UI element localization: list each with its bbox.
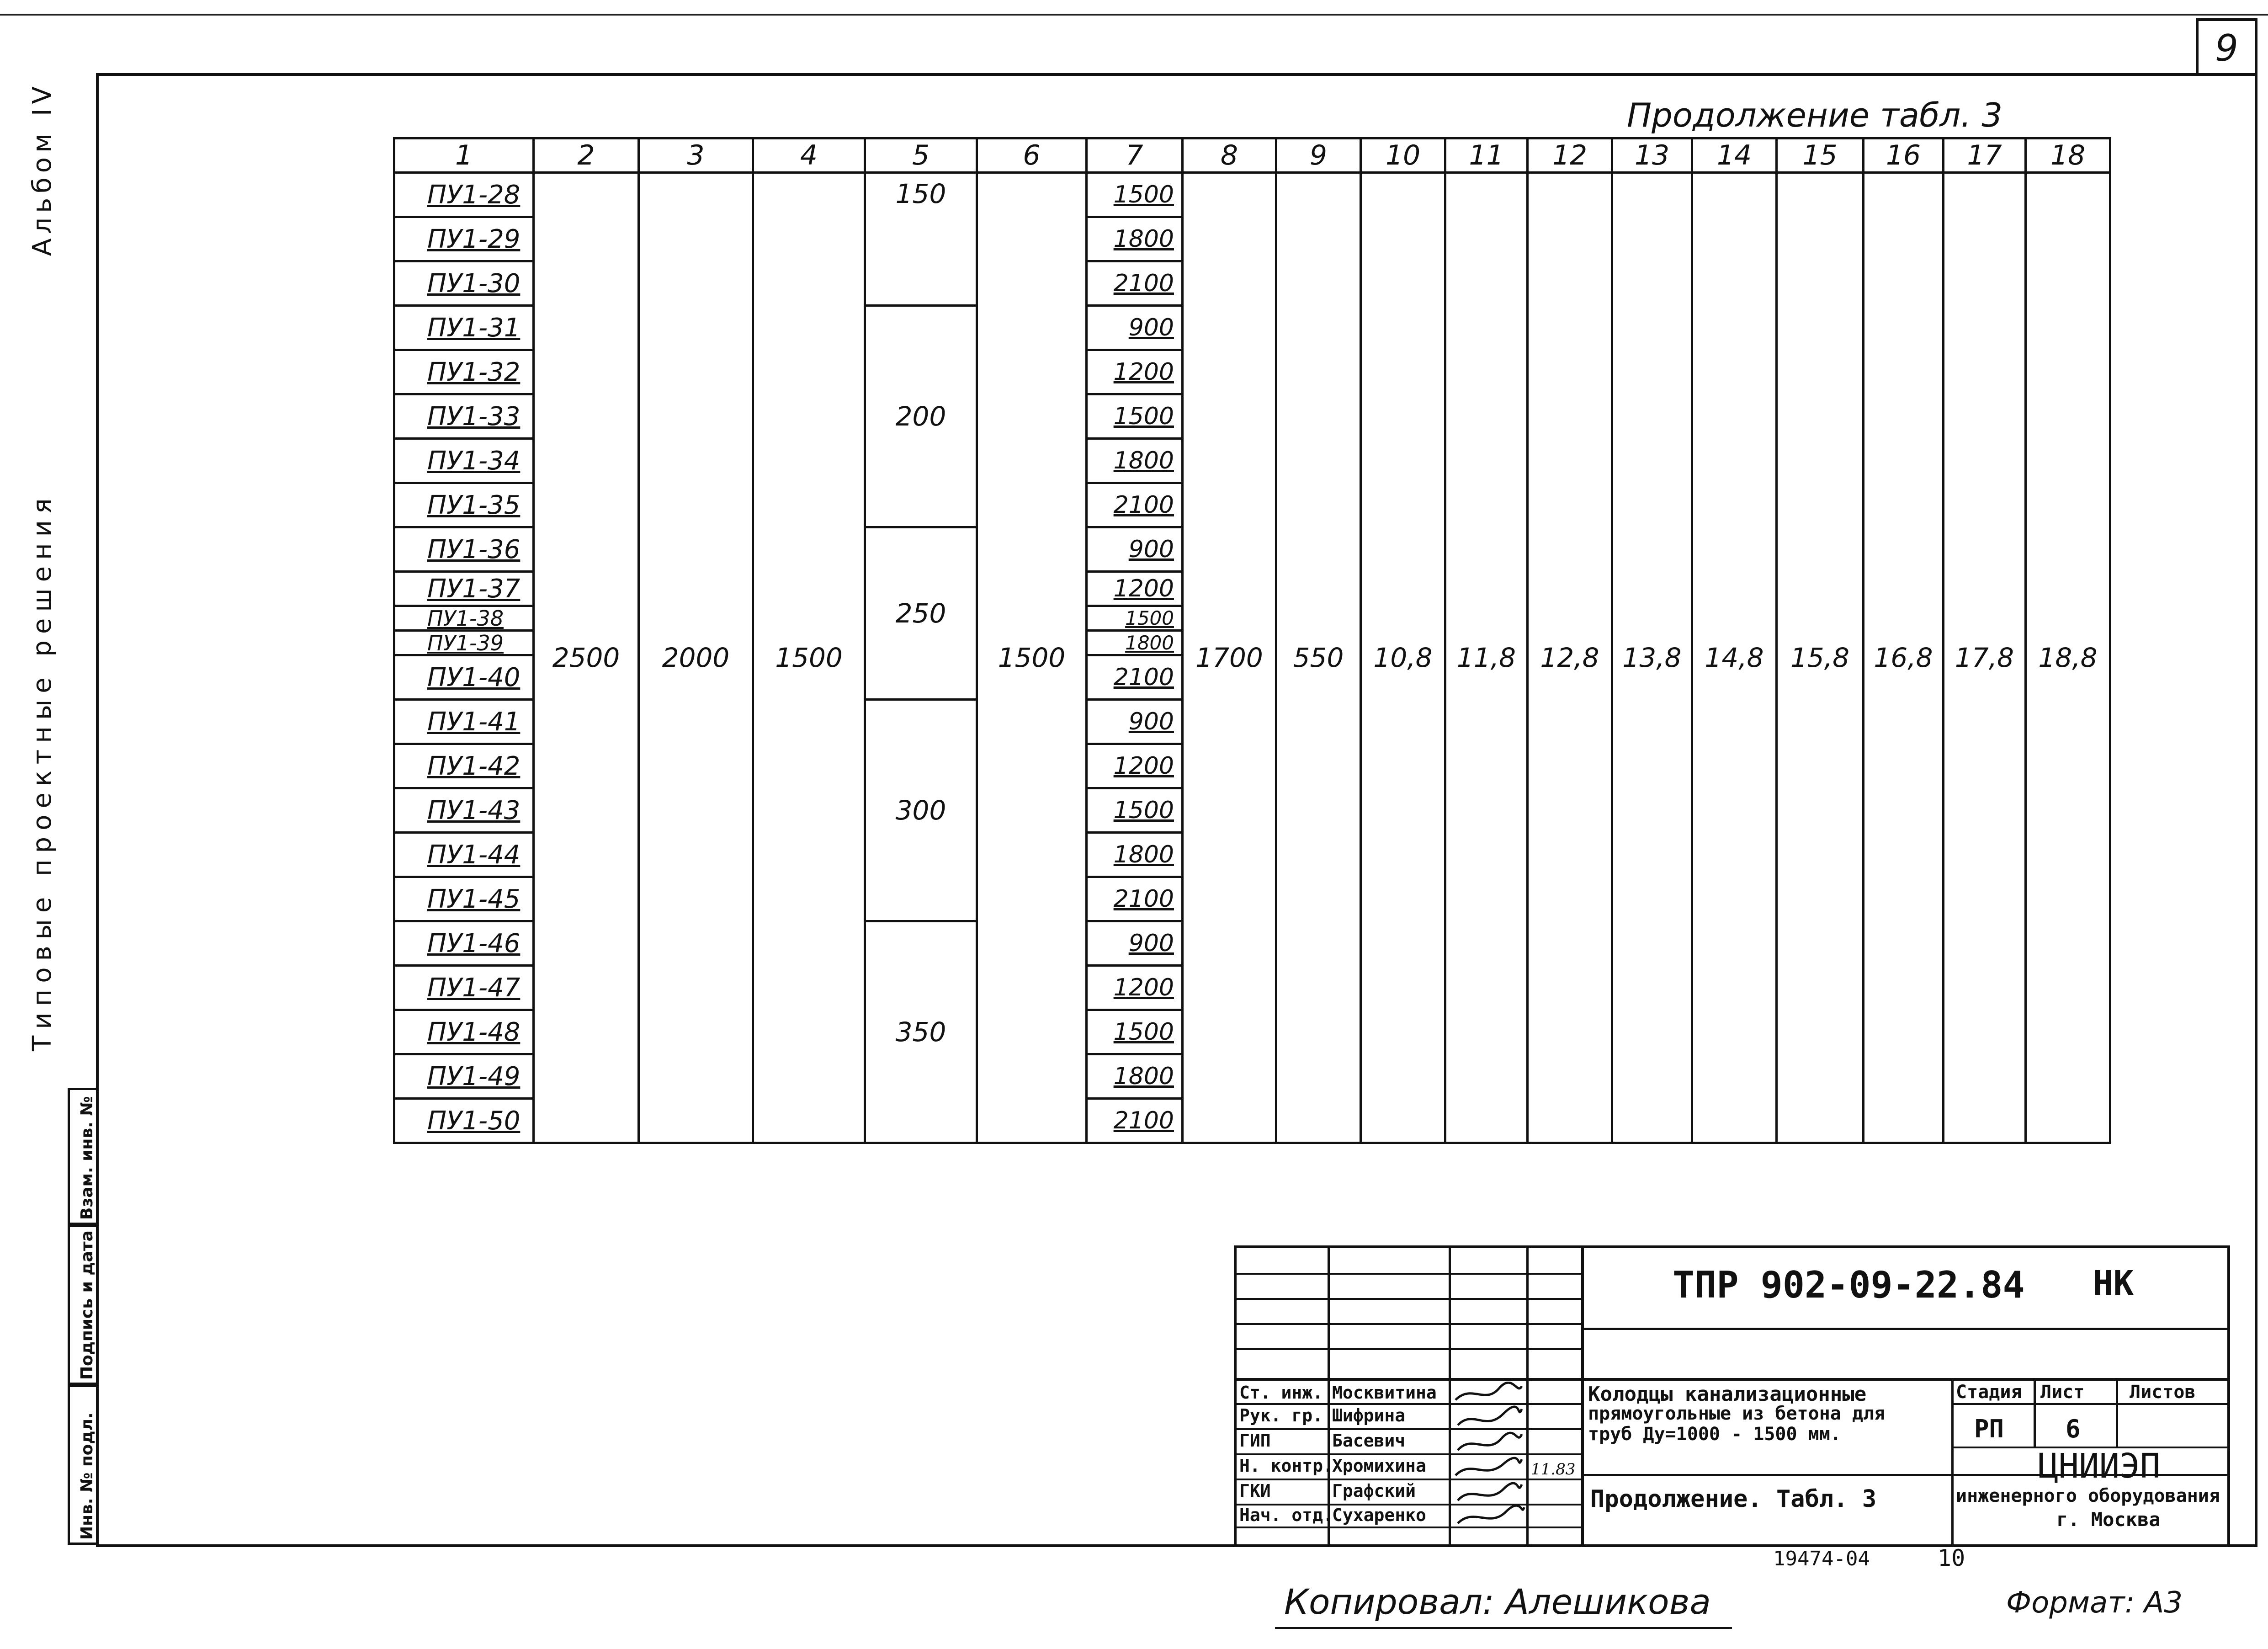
- length-cell: 2100: [1087, 261, 1183, 306]
- signatures-scribble: [1453, 1382, 1526, 1528]
- length-cell: 2100: [1087, 483, 1183, 527]
- length-cell: 1800: [1087, 833, 1183, 877]
- mark-cell: ПУ1-42: [394, 744, 534, 788]
- page-number: 9: [2196, 18, 2257, 73]
- mark-cell: ПУ1-44: [394, 833, 534, 877]
- mark-cell: ПУ1-28: [394, 173, 534, 217]
- col-header: 8: [1183, 138, 1276, 173]
- col-header: 15: [1777, 138, 1864, 173]
- stage-label: Стадия: [1956, 1382, 2022, 1403]
- col18-value: 18,8: [2026, 173, 2110, 1143]
- mark-cell: ПУ1-33: [394, 394, 534, 439]
- tb-border-top: [1234, 1245, 2230, 1248]
- person-name: Москвитина: [1332, 1383, 1437, 1403]
- person-name: Шифрина: [1332, 1405, 1406, 1426]
- col13-value: 13,8: [1612, 173, 1692, 1143]
- person-name: Хромихина: [1332, 1456, 1426, 1476]
- role-label: ГИП: [1239, 1431, 1271, 1451]
- col-header: 16: [1864, 138, 1944, 173]
- mark-cell: ПУ1-45: [394, 877, 534, 921]
- stamp-cell-sign: [68, 1225, 99, 1385]
- col-header: 1: [394, 138, 534, 173]
- length-cell: 2100: [1087, 1099, 1183, 1143]
- col14-value: 14,8: [1692, 173, 1777, 1143]
- doc-suffix: НК: [2093, 1264, 2134, 1303]
- inventory-sheet: 10: [1938, 1545, 1965, 1571]
- col-header: 7: [1087, 138, 1183, 173]
- stamp-cell-replace: [68, 1088, 99, 1225]
- tb-grid-line: [1449, 1245, 1451, 1545]
- tb-grid-line: [1234, 1527, 1581, 1528]
- mark-cell: ПУ1-29: [394, 217, 534, 261]
- col-header: 2: [534, 138, 639, 173]
- sheet-title: Продолжение. Табл. 3: [1590, 1485, 1877, 1513]
- col-header: 12: [1528, 138, 1612, 173]
- col-header: 11: [1445, 138, 1528, 173]
- title-line-3: труб Ду=1000 - 1500 мм.: [1588, 1424, 1841, 1445]
- col-header: 10: [1361, 138, 1445, 173]
- tb-grid-line: [1234, 1453, 1581, 1455]
- col11-value: 11,8: [1445, 173, 1528, 1143]
- person-name: Графский: [1332, 1481, 1416, 1501]
- mark-cell: ПУ1-34: [394, 439, 534, 483]
- org-name: ЦНИИЭП: [2038, 1447, 2161, 1486]
- tb-grid-line: [1234, 1323, 1581, 1325]
- tb-border-right: [2227, 1245, 2230, 1545]
- mark-cell: ПУ1-32: [394, 350, 534, 394]
- mark-cell: ПУ1-48: [394, 1010, 534, 1054]
- length-cell: 1800: [1087, 1054, 1183, 1099]
- stamp-label-sign: Подпись и дата: [78, 1230, 96, 1380]
- album-label: Альбом IV: [27, 82, 57, 256]
- sheets-label: Листов: [2130, 1382, 2196, 1403]
- tb-grid-line: [1526, 1245, 1529, 1545]
- tb-grid-line: [1234, 1403, 1581, 1405]
- col5-group-350: 350: [865, 921, 977, 1143]
- stamp-label-replace: Взам. инв. №: [78, 1096, 96, 1220]
- org-city: г. Москва: [2056, 1508, 2161, 1531]
- length-cell: 1500: [1087, 394, 1183, 439]
- col5-group-150: 150: [865, 173, 977, 306]
- length-cell: 1500: [1087, 606, 1183, 631]
- length-cell: 1800: [1087, 439, 1183, 483]
- title-block: [1234, 1245, 2230, 1545]
- date-value: 11.83: [1531, 1460, 1576, 1479]
- inventory-number: 19474-04: [1773, 1547, 1870, 1570]
- mark-cell: ПУ1-39: [394, 631, 534, 655]
- col17-value: 17,8: [1944, 173, 2026, 1143]
- col9-value: 550: [1276, 173, 1361, 1143]
- length-cell: 900: [1087, 527, 1183, 572]
- length-cell: 2100: [1087, 877, 1183, 921]
- tb-grid-line: [1234, 1348, 1581, 1350]
- role-label: Ст. инж.: [1239, 1383, 1323, 1403]
- length-cell: 900: [1087, 306, 1183, 350]
- mark-cell: ПУ1-43: [394, 788, 534, 833]
- col5-group-300: 300: [865, 700, 977, 921]
- col16-value: 16,8: [1864, 173, 1944, 1143]
- mark-cell: ПУ1-38: [394, 606, 534, 631]
- length-cell: 1500: [1087, 788, 1183, 833]
- mark-cell: ПУ1-47: [394, 966, 534, 1010]
- role-label: Рук. гр.: [1239, 1405, 1323, 1426]
- col-header: 4: [753, 138, 865, 173]
- tb-grid-line: [1234, 1428, 1581, 1430]
- tb-border-left: [1234, 1245, 1237, 1545]
- org-line-2: инженерного оборудования: [1956, 1485, 2220, 1506]
- title-line-1: Колодцы канализационные: [1588, 1383, 1867, 1406]
- col5-group-200: 200: [865, 306, 977, 527]
- header-row: [394, 138, 2110, 173]
- stamp-label-inv: Инв. № подл.: [78, 1412, 96, 1540]
- length-cell: 1800: [1087, 217, 1183, 261]
- length-cell: 1200: [1087, 572, 1183, 606]
- length-cell: 1500: [1087, 173, 1183, 217]
- col4-value: 1500: [753, 173, 865, 1143]
- tb-grid-line: [1234, 1479, 1581, 1480]
- col10-value: 10,8: [1361, 173, 1445, 1143]
- length-cell: 1500: [1087, 1010, 1183, 1054]
- mark-cell: ПУ1-40: [394, 655, 534, 700]
- mark-cell: ПУ1-50: [394, 1099, 534, 1143]
- sheet-label: Лист: [2040, 1382, 2085, 1403]
- sheet-value: 6: [2066, 1415, 2081, 1443]
- role-label: ГКИ: [1239, 1481, 1271, 1501]
- mark-cell: ПУ1-49: [394, 1054, 534, 1099]
- col5-group-250: 250: [865, 527, 977, 700]
- col2-value: 2500: [534, 173, 639, 1143]
- person-name: Басевич: [1332, 1431, 1406, 1451]
- role-label: Нач. отд.: [1239, 1505, 1333, 1525]
- col-header: 5: [865, 138, 977, 173]
- length-cell: 2100: [1087, 655, 1183, 700]
- mark-cell: ПУ1-30: [394, 261, 534, 306]
- col15-value: 15,8: [1777, 173, 1864, 1143]
- length-cell: 1800: [1087, 631, 1183, 655]
- mark-cell: ПУ1-41: [394, 700, 534, 744]
- tb-grid-line: [1234, 1298, 1581, 1300]
- tb-grid-line: [2034, 1378, 2036, 1447]
- length-cell: 900: [1087, 921, 1183, 966]
- col-header: 6: [977, 138, 1087, 173]
- col3-value: 2000: [639, 173, 753, 1143]
- length-cell: 1200: [1087, 350, 1183, 394]
- stage-value: РП: [1974, 1415, 2004, 1443]
- tb-grid-line: [1584, 1328, 2230, 1330]
- length-cell: 900: [1087, 700, 1183, 744]
- tb-grid-line: [1581, 1245, 1584, 1545]
- mark-cell: ПУ1-31: [394, 306, 534, 350]
- tb-grid-line: [1951, 1403, 2230, 1405]
- mark-cell: ПУ1-36: [394, 527, 534, 572]
- stamp-cell-inv: [68, 1385, 99, 1545]
- col-header: 13: [1612, 138, 1692, 173]
- length-cell: 1200: [1087, 744, 1183, 788]
- col6-value: 1500: [977, 173, 1087, 1143]
- col8-value: 1700: [1183, 173, 1276, 1143]
- table-row: [394, 173, 2110, 217]
- col-header: 17: [1944, 138, 2026, 173]
- col-header: 18: [2026, 138, 2110, 173]
- tb-grid-line: [2116, 1378, 2118, 1447]
- side-stamp: [68, 1088, 99, 1545]
- col-header: 3: [639, 138, 753, 173]
- col12-value: 12,8: [1528, 173, 1612, 1143]
- title-line-2: прямоугольные из бетона для: [1588, 1403, 1886, 1424]
- tb-grid-line: [1234, 1378, 2230, 1381]
- data-table: [393, 137, 2111, 1144]
- mark-cell: ПУ1-35: [394, 483, 534, 527]
- copied-by-underline: [1275, 1627, 1732, 1629]
- mark-cell: ПУ1-46: [394, 921, 534, 966]
- top-edge-line: [0, 14, 2268, 16]
- doc-code: ТПР 902-09-22.84: [1673, 1264, 2025, 1306]
- mark-cell: ПУ1-37: [394, 572, 534, 606]
- copied-by: Копировал: Алешикова: [1284, 1581, 1711, 1622]
- person-name: Сухаренко: [1332, 1505, 1426, 1525]
- col-header: 9: [1276, 138, 1361, 173]
- col-header: 14: [1692, 138, 1777, 173]
- series-label: Типовые проектные решения: [27, 492, 57, 1051]
- tb-grid-line: [1328, 1245, 1330, 1545]
- format-label: Формат: А3: [2006, 1586, 2183, 1620]
- tb-grid-line: [1234, 1273, 1581, 1275]
- table-caption: Продолжение табл. 3: [1627, 96, 2003, 134]
- length-cell: 1200: [1087, 966, 1183, 1010]
- role-label: Н. контр.: [1239, 1456, 1333, 1476]
